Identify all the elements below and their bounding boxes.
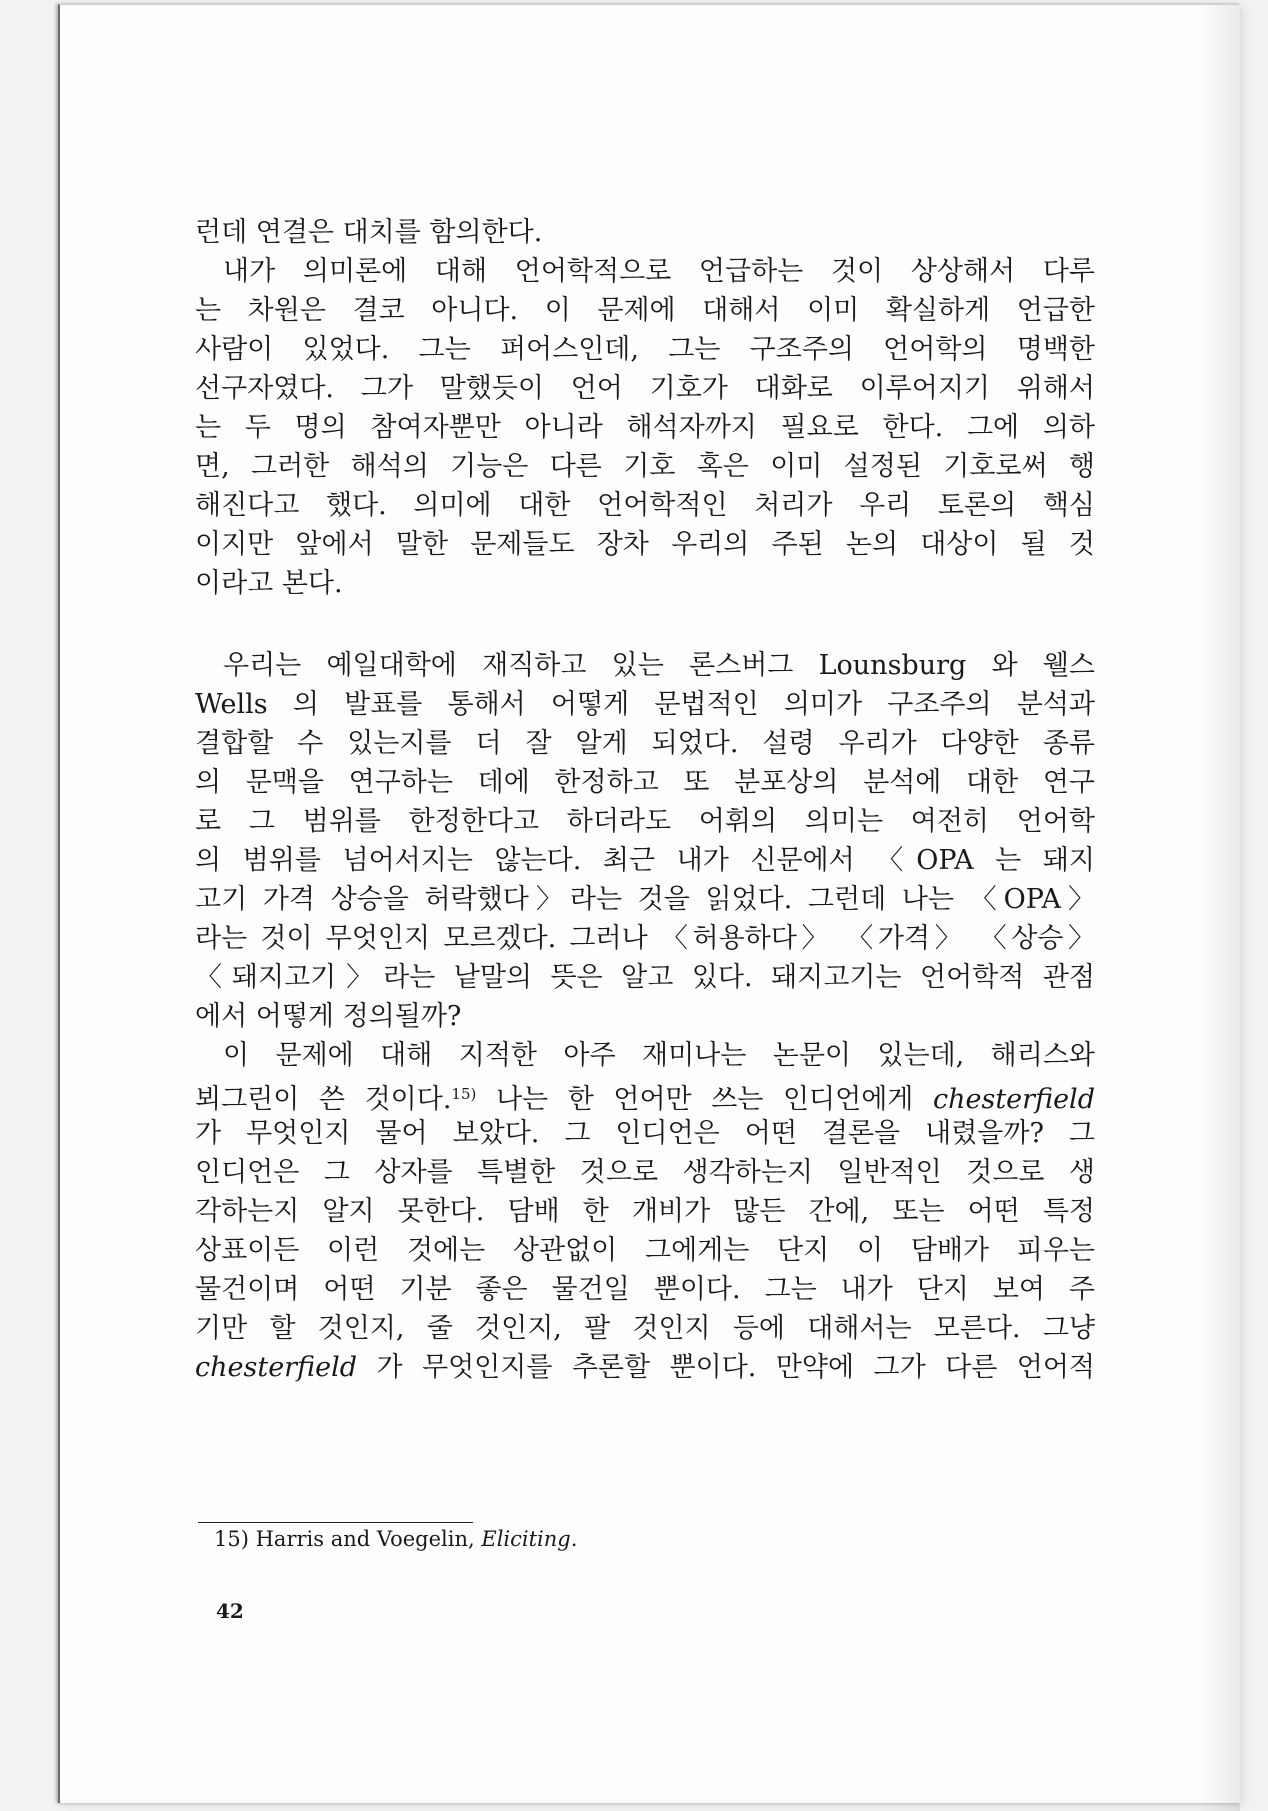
text-segment: 가 무엇인지를 추론할 뿐이다. 만약에 그가 다른 언어적 [376, 1352, 1095, 1383]
text-line: 각하는지 알지 못한다. 담배 한 개비가 많든 간에, 또는 어떤 특정 [195, 1196, 1095, 1227]
footnote-divider [198, 1522, 473, 1523]
page-number: 42 [216, 1599, 244, 1623]
text-line: 이 문제에 대해 지적한 아주 재미나는 논문이 있는데, 해리스와 [223, 1040, 1095, 1071]
footnote [214, 1524, 577, 1554]
text-line: 의 범위를 넘어서지는 않는다. 최근 내가 신문에서 〈OPA 는 돼지 [195, 845, 1095, 876]
text-line [195, 1075, 1095, 1114]
text-line: 내가 의미론에 대해 언어학적으로 언급하는 것이 상상해서 다루 [223, 256, 1095, 287]
text-segment: 뵈그린이 쓴 것이다. [195, 1084, 452, 1115]
text-line: 사람이 있었다. 그는 퍼어스인데, 그는 구조주의 언어학의 명백한 [195, 334, 1095, 365]
page-edge-shadow [1200, 5, 1240, 1811]
text-line: 선구자였다. 그가 말했듯이 언어 기호가 대화로 이루어지기 위해서 [195, 373, 1095, 404]
text-line: 라는 것이 무엇인지 모르겠다. 그러나 〈허용하다〉 〈가격〉 〈상승〉 [195, 923, 1095, 954]
text-line: 는 두 명의 참여자뿐만 아니라 해석자까지 필요로 한다. 그에 의하 [195, 412, 1095, 443]
text-line: 로 그 범위를 한정한다고 하더라도 어휘의 의미는 여전히 언어학 [195, 806, 1095, 837]
text-line: 고기 가격 상승을 허락했다〉라는 것을 읽었다. 그런데 나는 〈OPA〉 [195, 884, 1095, 915]
text-line: 해진다고 했다. 의미에 대한 언어학적인 처리가 우리 토론의 핵심 [195, 490, 1095, 521]
footnote-title: Eliciting. [481, 1527, 578, 1551]
footnote-reference: 15) [451, 1085, 477, 1103]
text-line: 의 문맥을 연구하는 데에 한정하고 또 분포상의 분석에 대한 연구 [195, 767, 1095, 798]
text-line: 이라고 본다. [195, 568, 343, 599]
text-line: 는 차원은 결코 아니다. 이 문제에 대해서 이미 확실하게 언급한 [195, 295, 1095, 326]
text-line: 런데 연결은 대치를 함의한다. [195, 217, 543, 248]
text-segment: 나는 한 언어만 쓰는 인디언에게 [495, 1084, 914, 1115]
footnote-number: 15) [214, 1527, 249, 1551]
footnote-authors: Harris and Voegelin, [255, 1527, 475, 1551]
text-line: 이지만 앞에서 말한 문제들도 장차 우리의 주된 논의 대상이 될 것 [195, 529, 1095, 560]
italic-term: chesterfield [195, 1352, 357, 1383]
text-line [195, 1348, 1095, 1387]
paragraph-gap [195, 603, 1095, 646]
text-line: 에서 어떻게 정의될까? [195, 1001, 462, 1032]
text-line: 결합할 수 있는지를 더 잘 알게 되었다. 설령 우리가 다양한 종류 [195, 728, 1095, 759]
text-line: Wells 의 발표를 통해서 어떻게 문법적인 의미가 구조주의 분석과 [195, 689, 1095, 720]
text-line: 〈돼지고기〉라는 낱말의 뜻은 알고 있다. 돼지고기는 언어학적 관점 [195, 962, 1095, 993]
text-line: 가 무엇인지 물어 보았다. 그 인디언은 어떤 결론을 내렸을까? 그 [195, 1118, 1095, 1149]
body-text [195, 213, 1095, 1387]
text-line: 우리는 예일대학에 재직하고 있는 론스버그 Lounsburg 와 웰스 [223, 650, 1095, 681]
text-line: 면, 그러한 해석의 기능은 다른 기호 혹은 이미 설정된 기호로써 행 [195, 451, 1095, 482]
text-line: 상표이든 이런 것에는 상관없이 그에게는 단지 이 담배가 피우는 [195, 1235, 1095, 1266]
text-line: 물건이며 어떤 기분 좋은 물건일 뿐이다. 그는 내가 단지 보여 주 [195, 1274, 1095, 1305]
text-line: 인디언은 그 상자를 특별한 것으로 생각하는지 일반적인 것으로 생 [195, 1157, 1095, 1188]
text-line: 기만 할 것인지, 줄 것인지, 팔 것인지 등에 대해서는 모른다. 그냥 [195, 1313, 1095, 1344]
italic-term: chesterfield [932, 1084, 1095, 1115]
